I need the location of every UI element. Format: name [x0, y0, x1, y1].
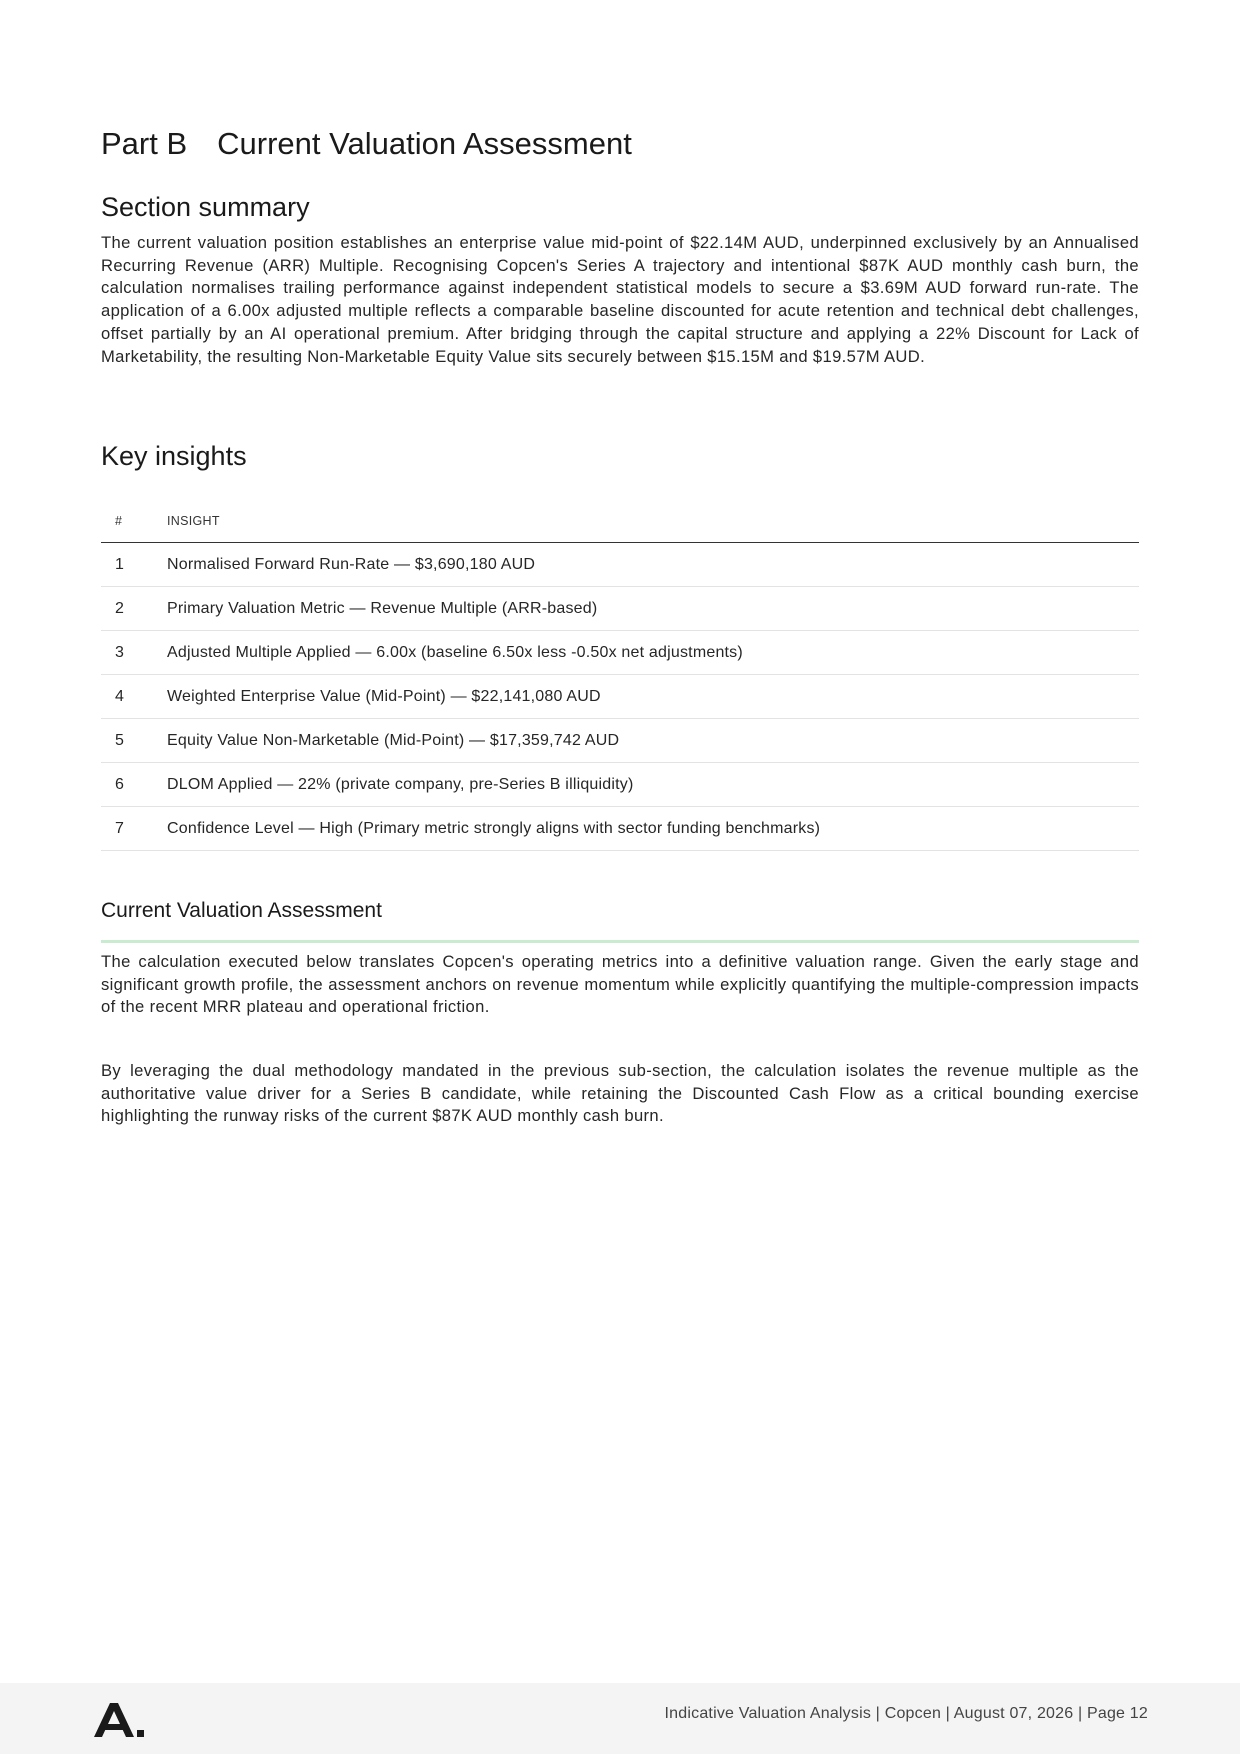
column-header-insight: INSIGHT [167, 500, 1139, 543]
table-row [101, 719, 1139, 763]
row-insight: Confidence Level — High (Primary metric strongly aligns with sector funding benchmarks) [167, 807, 1139, 851]
row-insight: Weighted Enterprise Value (Mid-Point) — $22,141,080 AUD [167, 675, 1139, 719]
key-insights-table [101, 500, 1139, 851]
section-summary-heading: Section summary [101, 192, 310, 222]
row-insight: Equity Value Non-Marketable (Mid-Point) — $17,359,742 AUD [167, 719, 1139, 763]
part-title-text: Current Valuation Assessment [217, 126, 632, 161]
row-number: 7 [101, 807, 167, 851]
table-header-row [101, 500, 1139, 543]
row-insight: Normalised Forward Run-Rate — $3,690,180 AUD [167, 543, 1139, 587]
table-row [101, 543, 1139, 587]
page-title [101, 126, 632, 162]
row-number: 6 [101, 763, 167, 807]
key-insights-heading: Key insights [101, 441, 247, 471]
page-footer [0, 1683, 1240, 1754]
column-header-number: # [101, 500, 167, 543]
current-valuation-heading: Current Valuation Assessment [101, 899, 382, 922]
part-label: Part B [101, 126, 188, 161]
table-row [101, 631, 1139, 675]
table-row [101, 675, 1139, 719]
section-divider [101, 940, 1139, 943]
table-row [101, 807, 1139, 851]
footer-text: Indicative Valuation Analysis | Copcen | August 07, 2026 | Page 12 [664, 1705, 1148, 1722]
row-number: 5 [101, 719, 167, 763]
brand-a-logo-icon [92, 1699, 148, 1739]
row-insight: Primary Valuation Metric — Revenue Multiple (ARR-based) [167, 587, 1139, 631]
current-valuation-paragraph-2: By leveraging the dual methodology mandated in the previous sub-section, the calculation isolates the revenue multiple as the authoritative value driver for a Series B candidate, while retaining the Discounted Cash Flow as a critical bounding exercise highlighting the runway risks of the current $87K AUD monthly cash burn. [101, 1061, 1139, 1126]
current-valuation-paragraph-1: The calculation executed below translates Copcen's operating metrics into a definitive valuation range. Given the early stage and significant growth profile, the assessment anchors on revenue momentum while explicitly quantifying the multiple-compression impacts of the recent MRR plateau and operational friction. [101, 952, 1139, 1017]
row-number: 3 [101, 631, 167, 675]
row-number: 2 [101, 587, 167, 631]
section-summary-text: The current valuation position establishes an enterprise value mid-point of $22.14M AUD, underpinned exclusively by an Annualised Recurring Revenue (ARR) Multiple. Recognising Copcen's Series A trajectory and intentional $87K AUD monthly cash burn, the calculation normalises trailing performance against independent statistical models to secure a $3.69M AUD forward run-rate. The application of a 6.00x adjusted multiple reflects a comparable baseline discounted for acute retention and technical debt challenges, offset partially by an AI operational premium. After bridging through the capital structure and applying a 22% Discount for Lack of Marketability, the resulting Non-Marketable Equity Value sits securely between $15.15M and $19.57M AUD. [101, 233, 1139, 366]
row-insight: DLOM Applied — 22% (private company, pre-Series B illiquidity) [167, 763, 1139, 807]
table-row [101, 763, 1139, 807]
table-row [101, 587, 1139, 631]
row-insight: Adjusted Multiple Applied — 6.00x (baseline 6.50x less -0.50x net adjustments) [167, 631, 1139, 675]
row-number: 4 [101, 675, 167, 719]
row-number: 1 [101, 543, 167, 587]
